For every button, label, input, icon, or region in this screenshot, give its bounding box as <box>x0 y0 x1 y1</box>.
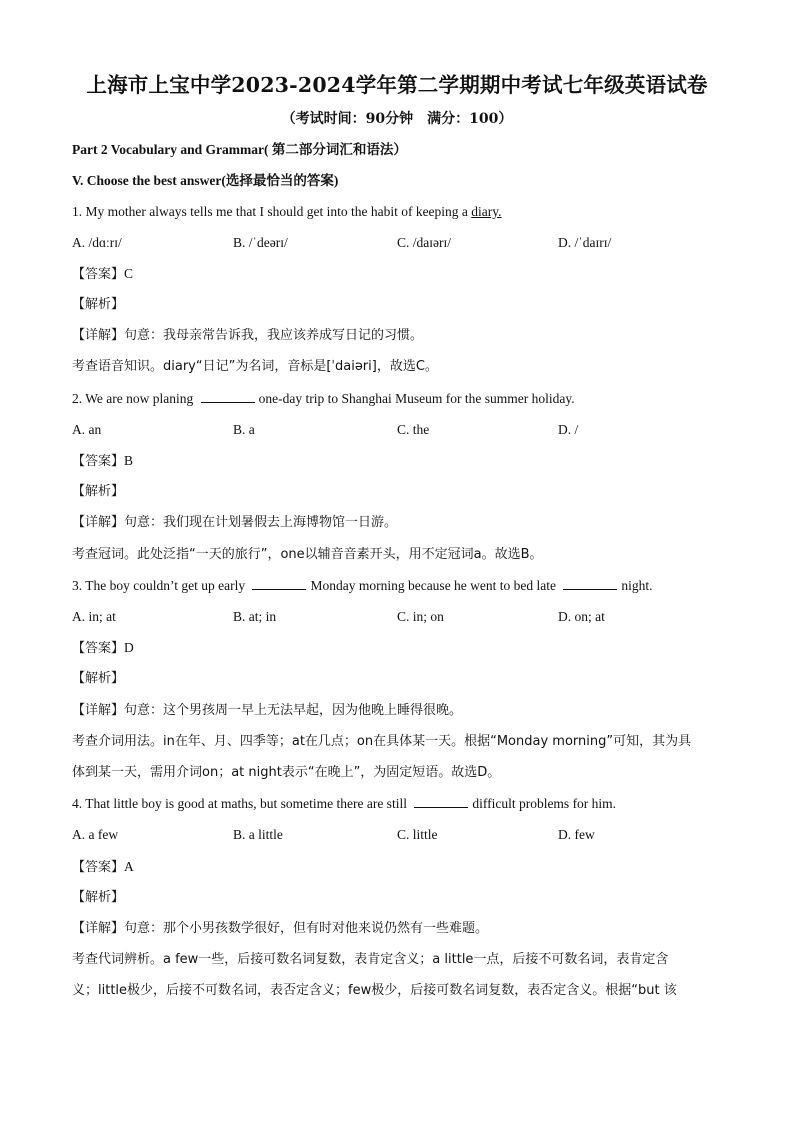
question-1-option-a: A. /dɑːrɪ/ <box>72 235 122 250</box>
question-1-option-b: B. /ˈdeərɪ/ <box>233 235 288 250</box>
question-2-stem: 2. We are now planing one-day trip to Shanghai Museum for the summer holiday. <box>72 391 575 406</box>
part-heading: Part 2 Vocabulary and Grammar( 第二部分词汇和语法） <box>72 142 407 157</box>
question-3-explanation-line-2: 体到某一天，需用介词on；at night表示“在晚上”，为固定短语。故选D。 <box>72 765 501 780</box>
question-4-analysis-label: 【解析】 <box>72 890 125 905</box>
answer-blank <box>252 577 306 590</box>
question-4-stem: 4. That little boy is good at maths, but sometime there are still difficult problems for him. <box>72 796 617 811</box>
answer-blank <box>201 390 255 403</box>
question-2-answer: 【答案】B <box>72 453 134 469</box>
question-4-answer: 【答案】A <box>72 859 134 875</box>
question-1-analysis-label: 【解析】 <box>72 297 125 312</box>
question-4-detail: 【详解】句意：那个小男孩数学很好，但有时对他来说仍然有一些难题。 <box>72 921 489 936</box>
question-4-option-c: C. little <box>397 827 438 842</box>
question-2-option-b: B. a <box>233 422 255 437</box>
question-3-option-c: C. in; on <box>397 609 444 624</box>
question-4-option-b: B. a little <box>233 827 283 842</box>
question-2-option-c: C. the <box>397 422 430 437</box>
question-4-explanation-line-1: 考查代词辨析。a few一些，后接可数名词复数，表肯定含义；a little一点，后接不可数名词，表肯定含 <box>72 952 669 967</box>
answer-blank <box>563 577 617 590</box>
question-1-stem: 1. My mother always tells me that I should get into the habit of keeping a diary. <box>72 204 502 219</box>
question-4-explanation-line-2: 义；little极少，后接不可数名词，表否定含义；few极少，后接可数名词复数，表否定含义。根据“but 该 <box>72 983 677 998</box>
question-1-answer: 【答案】C <box>72 266 134 282</box>
question-3-detail: 【详解】句意：这个男孩周一早上无法早起，因为他晚上睡得很晚。 <box>72 703 463 718</box>
question-2-explanation: 考查冠词。此处泛指“一天的旅行”，one以辅音音素开头，用不定冠词a。故选B。 <box>72 547 543 562</box>
answer-blank <box>414 795 468 808</box>
section-heading: V. Choose the best answer(选择最恰当的答案) <box>72 173 339 188</box>
question-4-option-a: A. a few <box>72 827 119 842</box>
question-3-analysis-label: 【解析】 <box>72 671 125 686</box>
question-2-detail: 【详解】句意：我们现在计划暑假去上海博物馆一日游。 <box>72 515 398 530</box>
question-3-option-b: B. at; in <box>233 609 277 624</box>
question-2-option-d: D. / <box>558 422 579 437</box>
exam-info: （考试时间：90分钟 满分：100） <box>281 111 513 127</box>
question-4-option-d: D. few <box>558 827 595 842</box>
question-3-option-a: A. in; at <box>72 609 116 624</box>
question-3-answer: 【答案】D <box>72 640 134 656</box>
question-1-detail: 【详解】句意：我母亲常告诉我，我应该养成写日记的习惯。 <box>72 328 424 343</box>
underlined-word: diary. <box>471 204 502 219</box>
question-1-explanation: 考查语音知识。diary“日记”为名词，音标是[ˈdaiəri]，故选C。 <box>72 359 438 374</box>
question-3-stem: 3. The boy couldn’t get up early Monday morning because he went to bed late night. <box>72 578 653 593</box>
question-3-option-d: D. on; at <box>558 609 605 624</box>
question-2-option-a: A. an <box>72 422 102 437</box>
question-1-option-d: D. /ˈdaɪrɪ/ <box>558 235 612 250</box>
question-2-analysis-label: 【解析】 <box>72 484 125 499</box>
question-3-explanation-line-1: 考查介词用法。in在年、月、四季等；at在几点；on在具体某一天。根据“Monday morning”可知，其为具 <box>72 734 692 749</box>
question-1-option-c: C. /daɪərɪ/ <box>397 235 451 250</box>
document-title: 上海市上宝中学2023-2024学年第二学期期中考试七年级英语试卷 <box>86 73 708 97</box>
